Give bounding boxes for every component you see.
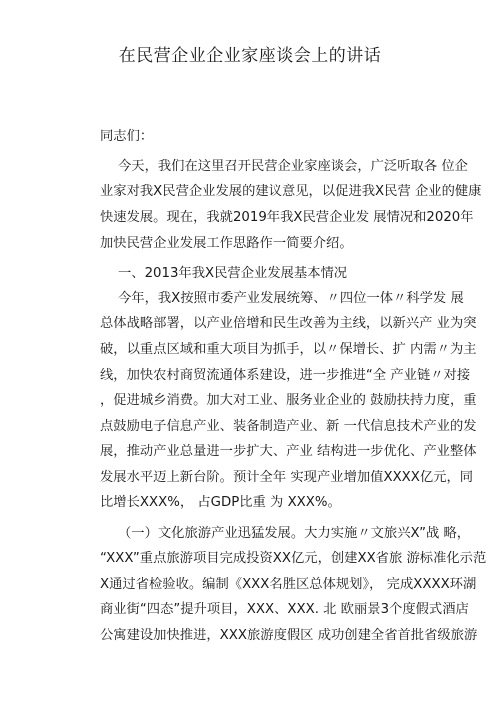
paragraph-line: 今天，我们在这里召开民营企业家座谈会，广泛听取各 位企 [118,159,468,174]
paragraph-line: 线，加快农村商贸流通体系建设，进一步推进“全 产业链〃对接 [100,368,471,383]
paragraph-line: X通过省检验收。编制《XXX名胜区总体规划》， 完成XXXX环湖 [100,577,477,592]
paragraph-line: 商业街“四态”提升项目，XXX、XXX. 北 欧丽景3个度假式酒店 [100,602,469,617]
paragraph-line: 今年，我X按照市委产业发展统筹、〃四位一体〃科学发 展 [118,291,464,306]
paragraph-line: （一）文化旅游产业迅猛发展。大力实施〃文旅兴X”战 略， [118,526,471,541]
paragraph-line: ，促进城乡消费。加大对工业、服务业企业的 鼓励扶持力度，重 [100,393,477,408]
salutation: 同志们： [100,129,154,144]
paragraph-line: 快速发展。现在，我就2019年我X民营企业发 展情况和2020年 [100,210,474,225]
paragraph-line: 公寓建设加快推进，XXX旅游度假区 成功创建全省首批省级旅游 [100,628,478,643]
paragraph-line: 破，以重点区域和重大项目为抓手，以〃保增长、扩 内需〃为主 [100,342,477,357]
paragraph-line: 总体战略部署，以产业倍增和民生改善为主线，以新兴产 业为突 [100,316,477,331]
section-heading: 一、2013年我X民营企业发展基本情况 [118,266,348,281]
paragraph-line: “XXX”重点旅游项目完成投资XX亿元，创建XX省旅 游标准化示范 [100,551,487,566]
paragraph-line: 比增长XXX%， 占GDP比重 为 XXX%。 [100,495,341,510]
paragraph-line: 展，推动产业总量进一步扩大、产业 结构进一步优化、产业整体 [100,444,477,459]
document-title: 在民营企业企业家座谈会上的讲话 [118,46,382,66]
paragraph-line: 发展水平迈上新台阶。预计全年 实现产业增加值XXXX亿元，同 [100,470,474,485]
paragraph-line: 加快民营企业发展工作思路作一简要介绍。 [100,236,353,251]
paragraph-line: 点鼓励电子信息产业、装备制造产业、新 一代信息技术产业的发 [100,419,477,434]
paragraph-line: 业家对我X民营企业发展的建议意见，以促进我X民营 企业的健康 [100,184,482,199]
